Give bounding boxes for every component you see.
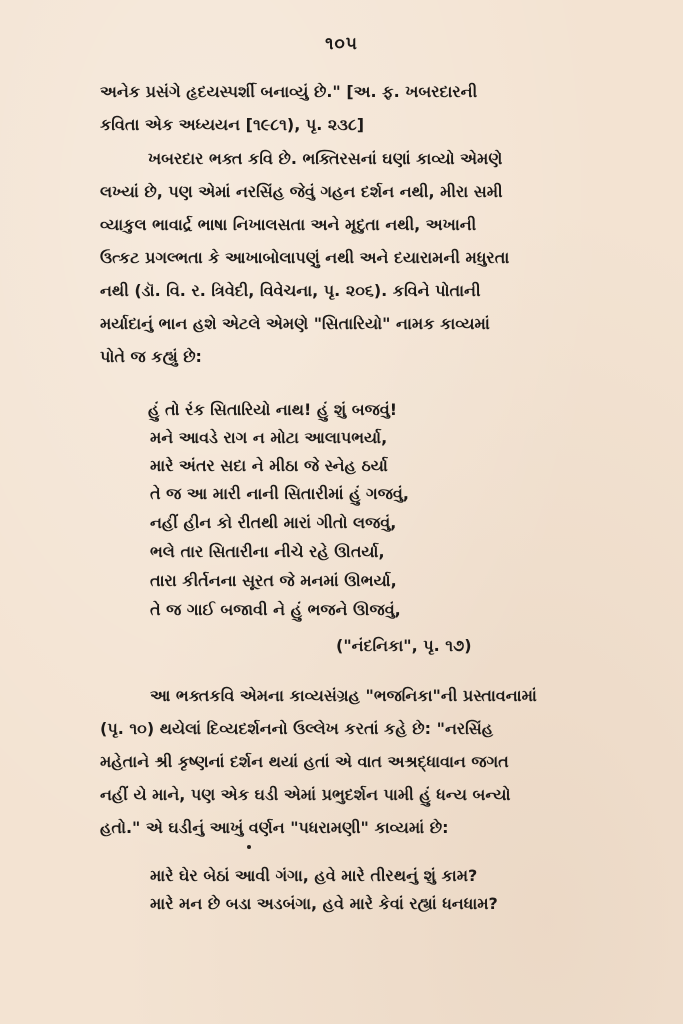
- text-line: ખબરદાર ભક્ત કવિ છે. ભક્તિરસનાં ઘણાં કાવ્યો એમણે: [148, 149, 503, 168]
- text-line: મહેતાને શ્રી કૃષ્ણનાં દર્શન થયાં હતાં એ વાત અશ્રદ્ધાવાન જગત: [100, 752, 509, 771]
- text-line: મર્યાદાનું ભાન હશે એટલે એમણે "સિતારિયો" નામક કાવ્યમાં: [100, 314, 490, 333]
- verse-line: મારે ઘેર બેઠાં આવી ગંગા, હવે મારે તીરથનું શું કામ?: [150, 866, 478, 885]
- verse-line: મને આવડે રાગ ન મોટા આલાપભર્યા,: [150, 428, 388, 447]
- text-line: વ્યાકુલ ભાવાર્દ્ર ભાષા નિખાલસતા અને મૃદુતા નથી, અખાની: [100, 215, 477, 234]
- verse-line: તે જ ગાઈ બજાવી ને હું ભજને ઊજવું,: [150, 600, 401, 619]
- text-line: પોતે જ કહ્યું છે:: [100, 347, 202, 366]
- text-line: (પૃ. ૧૦) થયેલાં દિવ્યદર્શનનો ઉલ્લેખ કરતાં કહે છે: "નરસિંહ: [100, 719, 494, 738]
- verse-line: નહીં હીન કો રીતથી મારાં ગીતો લજવું,: [150, 513, 397, 532]
- text-line: ઉત્કટ પ્રગલ્ભતા કે આખાબોલાપણું નથી અને દયારામની મધુરતા: [100, 248, 510, 267]
- page-number: ૧૦૫: [325, 34, 358, 54]
- ink-speck: [247, 845, 251, 849]
- text-line: નહીં યે માને, પણ એક ઘડી એમાં પ્રભુદર્શન પામી હું ધન્ય બન્યો: [100, 785, 511, 804]
- verse-line: તારા કીર્તનના સૂરત જે મનમાં ઊભર્યા,: [150, 571, 397, 590]
- verse-line: ભલે તાર સિતારીના નીચે રહે ઊતર્યા,: [150, 542, 385, 561]
- verse-line: તે જ આ મારી નાની સિતારીમાં હું ગજવું,: [150, 484, 409, 503]
- verse-citation: ("નંદનિકા", પૃ. ૧૭): [336, 636, 472, 655]
- verse-line: મારે મન છે બડા અડબંગા, હવે મારે કેવાં રહ્યાં ધનધામ?: [150, 894, 498, 913]
- text-line: હતો." એ ઘડીનું આખું વર્ણન "પધરામણી" કાવ્યમાં છે:: [100, 818, 449, 837]
- text-line: આ ભક્તકવિ એમના કાવ્યસંગ્રહ "ભજનિકા"ની પ્રસ્તાવનામાં: [150, 686, 537, 705]
- text-line: કવિતા એક અધ્યયન [૧૯૮૧), પૃ. ૨૩૮]: [100, 115, 365, 134]
- verse-line: મારે અંતર સદા ને મીઠા જે સ્નેહ ઠર્યા: [150, 456, 388, 475]
- text-line: નથી (ડૉ. વિ. ર. ત્રિવેદી, વિવેચના, પૃ. ૨૦૬). કવિને પોતાની: [100, 281, 481, 300]
- verse-line: હું તો રંક સિતારિયો નાથ! હું શું બજવું!: [148, 400, 398, 419]
- text-line: અનેક પ્રસંગે હૃદયસ્પર્શી બનાવ્યું છે." [અ. ફ. ખબરદારની: [100, 82, 478, 101]
- text-line: લખ્યાં છે, પણ એમાં નરસિંહ જેવું ગહન દર્શન નથી, મીરા સમી: [100, 182, 503, 201]
